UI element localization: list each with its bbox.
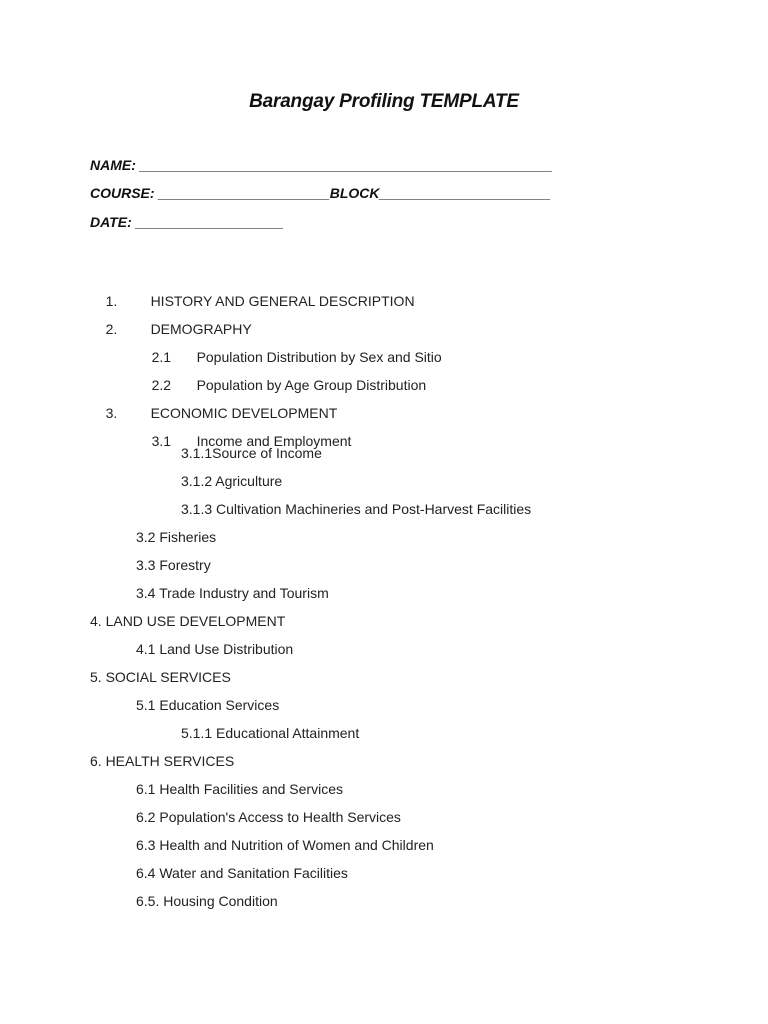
toc-item-cultivation-machineries: 3.1.3 Cultivation Machineries and Post-Harvest Facilities [181, 501, 532, 517]
toc-item-source-of-income: 3.1.1Source of Income [181, 445, 322, 461]
toc-item-forestry: 3.3 Forestry [136, 557, 211, 573]
toc-item-health-nutrition-women-children: 6.3 Health and Nutrition of Women and Children [136, 837, 434, 853]
toc-item-number: 2. [105, 321, 118, 337]
document-title: Barangay Profiling TEMPLATE [249, 91, 519, 112]
toc-item-text: HISTORY AND GENERAL DESCRIPTION [150, 293, 415, 309]
toc-item-number: 2.1 [151, 349, 172, 365]
toc-item-health-services: 6. HEALTH SERVICES [90, 753, 235, 769]
toc-item-number: 3.1 [151, 433, 172, 449]
toc-item-text: ECONOMIC DEVELOPMENT [150, 405, 338, 421]
toc-item-housing-condition: 6.5. Housing Condition [136, 893, 278, 909]
toc-item-health-facilities: 6.1 Health Facilities and Services [136, 781, 343, 797]
course-block-field: COURSE: ______________________BLOCK______________________ [90, 185, 551, 201]
toc-item-text: Income and Employment [196, 433, 352, 449]
toc-item-social-services: 5. SOCIAL SERVICES [90, 669, 231, 685]
toc-item-land-use-development: 4. LAND USE DEVELOPMENT [90, 613, 286, 629]
toc-item-trade-industry-tourism: 3.4 Trade Industry and Tourism [136, 585, 329, 601]
toc-item-number: 2.2 [151, 377, 172, 393]
toc-item-number: 1. [105, 293, 118, 309]
toc-item-land-use-distribution: 4.1 Land Use Distribution [136, 641, 294, 657]
toc-item-population-access-health: 6.2 Population's Access to Health Services [136, 809, 401, 825]
toc-item-educational-attainment: 5.1.1 Educational Attainment [181, 725, 360, 741]
toc-item-water-sanitation: 6.4 Water and Sanitation Facilities [136, 865, 348, 881]
toc-item-education-services: 5.1 Education Services [136, 697, 280, 713]
toc-item-agriculture: 3.1.2 Agriculture [181, 473, 283, 489]
name-field: NAME: _____________________________________________________ [90, 157, 553, 173]
toc-item-text: Population Distribution by Sex and Sitio [196, 349, 442, 365]
toc-item-fisheries: 3.2 Fisheries [136, 529, 217, 545]
toc-item-number: 3. [105, 405, 118, 421]
date-field: DATE: ___________________ [90, 214, 284, 230]
toc-item-text: DEMOGRAPHY [150, 321, 252, 337]
toc-item-text: Population by Age Group Distribution [196, 377, 427, 393]
